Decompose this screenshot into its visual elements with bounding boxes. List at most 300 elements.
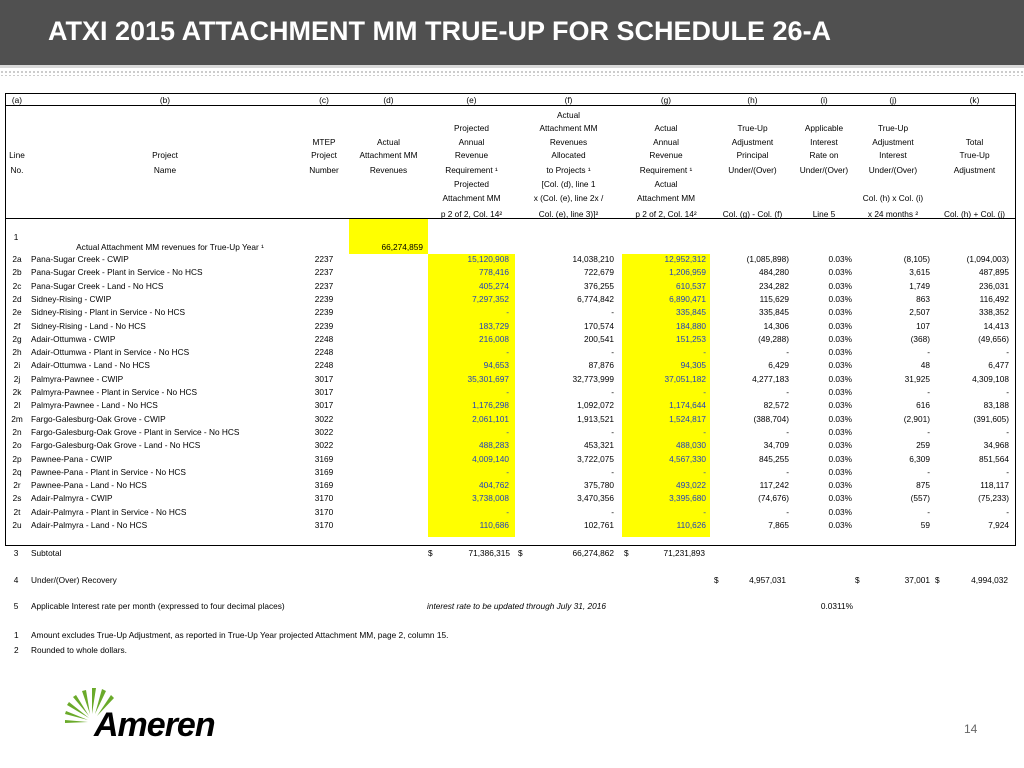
footnote-1-mark: 1 — [14, 630, 19, 640]
row-projected-revenue: 216,008 — [479, 334, 509, 344]
row-mtep: 2239 — [314, 294, 334, 304]
row-projected-revenue: 778,416 — [479, 267, 509, 277]
recovery-cur-h: $ — [714, 575, 719, 585]
row-no: 2u — [12, 520, 22, 530]
row-allocated-revenue: 170,574 — [584, 321, 614, 331]
subtotal-cur-g: $ — [624, 548, 629, 558]
row-interest-rate: 0.03% — [828, 480, 852, 490]
row-interest-rate: 0.03% — [828, 493, 852, 503]
row-project-name: Pana-Sugar Creek - Land - No HCS — [31, 281, 164, 291]
line1-no: 1 — [13, 232, 19, 242]
row-allocated-revenue: 1,913,521 — [577, 414, 614, 424]
row-project-name: Adair-Palmyra - Plant in Service - No HCS — [31, 507, 187, 517]
header-g-line4: Requirement ¹ — [639, 165, 693, 175]
row-interest-rate: 0.03% — [828, 254, 852, 264]
row-allocated-revenue: 14,038,210 — [572, 254, 614, 264]
row-total: - — [1006, 507, 1009, 517]
header-k-line4: Adjustment — [953, 165, 996, 175]
row-principal: 335,845 — [759, 307, 789, 317]
row-interest: 1,749 — [909, 281, 930, 291]
row-total: 236,031 — [979, 281, 1009, 291]
row-project-name: Sidney-Rising - Plant in Service - No HCS — [31, 307, 186, 317]
row-project-name: Pana-Sugar Creek - Plant in Service - No HCS — [31, 267, 203, 277]
row-allocated-revenue: 376,255 — [584, 281, 614, 291]
row-allocated-revenue: 453,321 — [584, 440, 614, 450]
row-projected-revenue: - — [506, 347, 509, 357]
interest-note: interest rate to be updated through July 31, 2016 — [427, 601, 606, 611]
row-no: 2s — [12, 493, 22, 503]
true-up-table — [5, 93, 1016, 546]
header-k-line7: Col. (h) + Col. (j) — [943, 209, 1006, 219]
row-interest-rate: 0.03% — [828, 440, 852, 450]
row-interest-rate: 0.03% — [828, 400, 852, 410]
row-actual-revenue: 610,537 — [676, 281, 706, 291]
row-interest-rate: 0.03% — [828, 267, 852, 277]
row-projected-revenue: 15,120,908 — [467, 254, 509, 264]
row-allocated-revenue: 102,761 — [584, 520, 614, 530]
row-allocated-revenue: - — [611, 467, 614, 477]
interest-label: Applicable Interest rate per month (expressed to four decimal places) — [31, 601, 285, 611]
row-interest: (2,901) — [903, 414, 930, 424]
header-e-line5: Projected — [453, 179, 490, 189]
row-interest-rate: 0.03% — [828, 321, 852, 331]
dotted-divider — [0, 70, 1024, 76]
header-h-line3: Principal — [736, 150, 769, 160]
title-bar — [0, 0, 1024, 68]
row-project-name: Adair-Ottumwa - Land - No HCS — [31, 360, 150, 370]
interest-no: 5 — [13, 601, 19, 611]
line1-value: 66,274,859 — [381, 242, 423, 252]
row-project-name: Palmyra-Pawnee - Land - No HCS — [31, 400, 158, 410]
header-a-line3: Line — [9, 150, 25, 160]
row-principal: 484,280 — [759, 267, 789, 277]
row-allocated-revenue: 3,470,356 — [577, 493, 614, 503]
row-interest-rate: 0.03% — [828, 334, 852, 344]
row-actual-revenue: 1,524,817 — [669, 414, 706, 424]
row-interest-rate: 0.03% — [828, 347, 852, 357]
header-h-line7: Col. (g) - Col. (f) — [722, 209, 783, 219]
row-actual-revenue: 151,253 — [676, 334, 706, 344]
row-interest: - — [927, 387, 930, 397]
row-projected-revenue: 3,738,008 — [472, 493, 509, 503]
row-total: - — [1006, 427, 1009, 437]
row-no: 2c — [12, 281, 22, 291]
ameren-logo-text: Ameren — [94, 706, 215, 744]
col-letter-j: (j) — [889, 95, 897, 105]
row-project-name: Pawnee-Pana - Plant in Service - No HCS — [31, 467, 186, 477]
row-project-name: Fargo-Galesburg-Oak Grove - CWIP — [31, 414, 166, 424]
row-principal: 115,629 — [759, 294, 789, 304]
row-interest-rate: 0.03% — [828, 467, 852, 477]
row-no: 2n — [12, 427, 22, 437]
row-actual-revenue: - — [703, 427, 706, 437]
row-interest: - — [927, 347, 930, 357]
header-e-line6: Attachment MM — [442, 193, 501, 203]
row-interest-rate: 0.03% — [828, 507, 852, 517]
subtotal-cur-e: $ — [428, 548, 433, 558]
row-interest: 875 — [916, 480, 930, 490]
row-projected-revenue: - — [506, 387, 509, 397]
header-f-line4: to Projects ¹ — [546, 165, 591, 175]
row-projected-revenue: 488,283 — [479, 440, 509, 450]
recovery-cur-k: $ — [935, 575, 940, 585]
header-j-line7: x 24 months ² — [867, 209, 919, 219]
header-k-line3: True-Up — [959, 150, 990, 160]
header-c-line2: MTEP — [312, 137, 336, 147]
row-mtep: 2237 — [314, 267, 334, 277]
row-projected-revenue: - — [506, 467, 509, 477]
row-project-name: Sidney-Rising - Land - No HCS — [31, 321, 146, 331]
row-mtep: 2239 — [314, 307, 334, 317]
row-principal: 4,277,183 — [752, 374, 789, 384]
header-a-line4: No. — [10, 165, 24, 175]
header-f-line7: Col. (e), line 3)]² — [538, 209, 599, 219]
row-allocated-revenue: 375,780 — [584, 480, 614, 490]
col-letter-f: (f) — [564, 95, 573, 105]
row-actual-revenue: - — [703, 507, 706, 517]
header-e-line2: Annual — [458, 137, 485, 147]
row-interest-rate: 0.03% — [828, 414, 852, 424]
interest-value: 0.0311% — [820, 601, 853, 611]
col-letter-e: (e) — [466, 95, 477, 105]
row-principal: (1,085,898) — [746, 254, 789, 264]
row-interest: 2,507 — [909, 307, 930, 317]
subtotal-g: 71,231,893 — [663, 548, 705, 558]
row-total: 116,492 — [979, 294, 1009, 304]
row-no: 2o — [12, 440, 22, 450]
row-interest-rate: 0.03% — [828, 294, 852, 304]
row-interest: - — [927, 507, 930, 517]
row-project-name: Palmyra-Pawnee - Plant in Service - No HCS — [31, 387, 197, 397]
row-interest-rate: 0.03% — [828, 374, 852, 384]
row-total: - — [1006, 347, 1009, 357]
row-projected-revenue: - — [506, 307, 509, 317]
row-allocated-revenue: - — [611, 307, 614, 317]
header-c-line3: Project — [311, 150, 337, 160]
row-projected-revenue: 405,274 — [479, 281, 509, 291]
row-projected-revenue: 4,009,140 — [472, 454, 509, 464]
header-g-line3: Revenue — [649, 150, 683, 160]
row-projected-revenue: 2,061,101 — [472, 414, 509, 424]
row-project-name: Pawnee-Pana - CWIP — [31, 454, 113, 464]
row-mtep: 2237 — [314, 281, 334, 291]
row-actual-revenue: 488,030 — [676, 440, 706, 450]
recovery-no: 4 — [13, 575, 19, 585]
row-interest: 107 — [916, 321, 930, 331]
row-interest-rate: 0.03% — [828, 281, 852, 291]
row-mtep: 2248 — [314, 360, 334, 370]
row-principal: 7,865 — [768, 520, 789, 530]
header-j-line6: Col. (h) x Col. (i) — [862, 193, 924, 203]
col-letter-h: (h) — [747, 95, 758, 105]
row-projected-revenue: 7,297,352 — [472, 294, 509, 304]
header-i-line4: Under/(Over) — [799, 165, 849, 175]
row-no: 2j — [13, 374, 21, 384]
row-interest: (8,105) — [903, 254, 930, 264]
row-no: 2b — [12, 267, 22, 277]
row-total: (75,233) — [978, 493, 1009, 503]
line1-label: Actual Attachment MM revenues for True-Up Year ¹ — [76, 242, 264, 252]
header-e-line3: Revenue — [454, 150, 489, 160]
footnote-2-mark: 2 — [14, 645, 19, 655]
row-interest: 863 — [916, 294, 930, 304]
row-total: (1,094,003) — [966, 254, 1009, 264]
header-i-line2: Interest — [810, 137, 838, 147]
row-total: 118,117 — [980, 480, 1009, 490]
row-principal: - — [786, 387, 789, 397]
recovery-j: 37,001 — [904, 575, 930, 585]
row-total: 34,968 — [983, 440, 1009, 450]
row-allocated-revenue: 722,679 — [584, 267, 614, 277]
row-principal: 82,572 — [763, 400, 789, 410]
row-no: 2a — [12, 254, 22, 264]
row-actual-revenue: - — [703, 347, 706, 357]
row-project-name: Palmyra-Pawnee - CWIP — [31, 374, 124, 384]
row-allocated-revenue: 1,092,072 — [577, 400, 614, 410]
row-interest: 3,615 — [909, 267, 930, 277]
row-principal: 14,306 — [763, 321, 789, 331]
header-g-line2: Annual — [653, 137, 679, 147]
row-actual-revenue: 1,206,959 — [669, 267, 706, 277]
row-total: 487,895 — [979, 267, 1009, 277]
header-d-line2: Actual — [376, 137, 401, 147]
row-mtep: 3017 — [314, 400, 334, 410]
row-projected-revenue: 110,686 — [479, 520, 509, 530]
row-actual-revenue: 1,174,644 — [669, 400, 706, 410]
row-actual-revenue: - — [703, 387, 706, 397]
col-letter-g: (g) — [660, 95, 672, 105]
row-no: 2h — [12, 347, 22, 357]
row-mtep: 3022 — [314, 414, 334, 424]
row-total: 14,413 — [983, 321, 1009, 331]
row-actual-revenue: 184,880 — [676, 321, 706, 331]
header-d-line3: Attachment MM — [359, 150, 418, 160]
row-project-name: Pana-Sugar Creek - CWIP — [31, 254, 129, 264]
row-actual-revenue: 493,022 — [676, 480, 706, 490]
row-allocated-revenue: 32,773,999 — [572, 374, 614, 384]
row-actual-revenue: 335,845 — [676, 307, 706, 317]
row-no: 2i — [13, 360, 21, 370]
row-mtep: 3169 — [314, 480, 334, 490]
row-no: 2k — [12, 387, 22, 397]
row-total: 338,352 — [979, 307, 1009, 317]
row-principal: - — [786, 507, 789, 517]
subtotal-e: 71,386,315 — [468, 548, 510, 558]
row-project-name: Fargo-Galesburg-Oak Grove - Land - No HCS — [31, 440, 201, 450]
row-allocated-revenue: 3,722,075 — [577, 454, 614, 464]
row-principal: 845,255 — [759, 454, 789, 464]
row-no: 2q — [12, 467, 22, 477]
subtotal-f: 66,274,862 — [572, 548, 614, 558]
row-interest: 259 — [916, 440, 930, 450]
header-e-line1: Projected — [453, 123, 490, 133]
row-no: 2l — [13, 400, 21, 410]
row-no: 2p — [12, 454, 22, 464]
row-actual-revenue: - — [703, 467, 706, 477]
col-letter-k: (k) — [969, 95, 980, 105]
row-interest: 59 — [920, 520, 930, 530]
row-mtep: 3017 — [314, 374, 334, 384]
row-interest: 31,925 — [904, 374, 930, 384]
row-projected-revenue: 404,762 — [479, 480, 509, 490]
row-interest-rate: 0.03% — [828, 307, 852, 317]
footnote-2-text: Rounded to whole dollars. — [31, 645, 127, 655]
subtotal-no: 3 — [13, 548, 19, 558]
row-actual-revenue: 6,890,471 — [669, 294, 706, 304]
row-projected-revenue: - — [506, 507, 509, 517]
header-g-line6: Attachment MM — [636, 193, 696, 203]
row-principal: - — [786, 347, 789, 357]
row-project-name: Pawnee-Pana - Land - No HCS — [31, 480, 147, 490]
subtotal-cur-f: $ — [518, 548, 523, 558]
row-no: 2d — [12, 294, 22, 304]
row-interest-rate: 0.03% — [828, 520, 852, 530]
row-interest-rate: 0.03% — [828, 360, 852, 370]
header-g-line5: Actual — [654, 179, 678, 189]
row-interest: - — [927, 427, 930, 437]
row-actual-revenue: 3,395,680 — [669, 493, 706, 503]
header-h-line1: True-Up — [737, 123, 768, 133]
header-f-line5: [Col. (d), line 1 — [541, 179, 596, 189]
row-projected-revenue: 94,653 — [483, 360, 509, 370]
row-allocated-revenue: - — [611, 347, 614, 357]
recovery-k: 4,994,032 — [971, 575, 1008, 585]
row-no: 2e — [12, 307, 22, 317]
row-mtep: 3017 — [314, 387, 334, 397]
row-mtep: 3170 — [314, 520, 334, 530]
header-g-line7: p 2 of 2, Col. 14² — [635, 209, 697, 219]
row-interest-rate: 0.03% — [828, 427, 852, 437]
row-no: 2r — [13, 480, 21, 490]
row-allocated-revenue: - — [611, 427, 614, 437]
row-allocated-revenue: 87,876 — [588, 360, 614, 370]
row-total: (49,656) — [978, 334, 1009, 344]
row-total: 7,924 — [988, 520, 1009, 530]
header-e-line7: p 2 of 2, Col. 14² — [440, 209, 503, 219]
header-j-line4: Under/(Over) — [868, 165, 918, 175]
row-actual-revenue: 4,567,330 — [669, 454, 706, 464]
row-project-name: Adair-Ottumwa - Plant in Service - No HCS — [31, 347, 190, 357]
row-interest: - — [927, 467, 930, 477]
row-mtep: 3169 — [314, 454, 334, 464]
row-interest: 616 — [916, 400, 930, 410]
header-f-line1: Attachment MM — [539, 123, 598, 133]
row-actual-revenue: 37,051,182 — [664, 374, 706, 384]
col-letter-d: (d) — [383, 95, 394, 105]
row-actual-revenue: 12,952,312 — [664, 254, 706, 264]
row-mtep: 2248 — [314, 334, 334, 344]
recovery-h: 4,957,031 — [749, 575, 786, 585]
row-principal: 234,282 — [759, 281, 789, 291]
header-f-line3: Allocated — [551, 150, 586, 160]
row-total: 4,309,108 — [972, 374, 1009, 384]
row-mtep: 3169 — [314, 467, 334, 477]
row-principal: - — [786, 467, 789, 477]
row-total: - — [1006, 467, 1009, 477]
header-i-line3: Rate on — [809, 150, 839, 160]
row-total: 83,188 — [983, 400, 1009, 410]
row-allocated-revenue: 6,774,842 — [577, 294, 614, 304]
header-b-line4: Name — [153, 165, 177, 175]
col-letter-c: (c) — [319, 95, 329, 105]
row-no: 2f — [13, 321, 21, 331]
header-i-line7: Line 5 — [812, 209, 836, 219]
row-allocated-revenue: - — [611, 387, 614, 397]
header-k-line2: Total — [965, 137, 984, 147]
row-total: (391,605) — [973, 414, 1009, 424]
row-projected-revenue: 183,729 — [479, 321, 509, 331]
row-principal: 6,429 — [768, 360, 789, 370]
row-projected-revenue: - — [506, 427, 509, 437]
row-allocated-revenue: 200,541 — [584, 334, 614, 344]
row-principal: - — [786, 427, 789, 437]
row-projected-revenue: 35,301,697 — [467, 374, 509, 384]
row-projected-revenue: 1,176,298 — [472, 400, 509, 410]
row-principal: (74,676) — [758, 493, 789, 503]
row-mtep: 2237 — [314, 254, 334, 264]
row-interest-rate: 0.03% — [828, 454, 852, 464]
row-mtep: 2239 — [314, 321, 334, 331]
row-total: - — [1006, 387, 1009, 397]
col-letter-a: (a) — [11, 95, 23, 105]
col-letter-b: (b) — [159, 95, 171, 105]
header-h-line4: Under/(Over) — [728, 165, 777, 175]
header-d-line4: Revenues — [369, 165, 408, 175]
header-h-line2: Adjustment — [731, 137, 774, 147]
row-interest: (557) — [910, 493, 930, 503]
row-interest: (368) — [910, 334, 930, 344]
row-project-name: Adair-Ottumwa - CWIP — [31, 334, 116, 344]
row-principal: 117,242 — [759, 480, 789, 490]
col-letter-i: (i) — [820, 95, 828, 105]
subtotal-label: Subtotal — [31, 548, 62, 558]
row-project-name: Adair-Palmyra - Land - No HCS — [31, 520, 148, 530]
row-mtep: 3022 — [314, 427, 334, 437]
row-no: 2m — [11, 414, 23, 424]
row-mtep: 3170 — [314, 507, 334, 517]
row-actual-revenue: 94,305 — [680, 360, 706, 370]
header-f-line2: Revenues — [549, 137, 588, 147]
row-allocated-revenue: - — [611, 507, 614, 517]
header-c-line4: Number — [309, 165, 339, 175]
header-f-line0: Actual — [556, 110, 581, 120]
row-total: 6,477 — [988, 360, 1009, 370]
row-interest-rate: 0.03% — [828, 387, 852, 397]
header-j-line2: Adjustment — [872, 137, 914, 147]
row-principal: (388,704) — [753, 414, 789, 424]
header-g-line1: Actual — [654, 123, 678, 133]
page-title: ATXI 2015 ATTACHMENT MM TRUE-UP FOR SCHEDULE 26-A — [48, 16, 832, 46]
row-project-name: Fargo-Galesburg-Oak Grove - Plant in Service - No HCS — [31, 427, 240, 437]
row-interest: 48 — [920, 360, 930, 370]
header-f-line6: x (Col. (e), line 2x / — [533, 193, 604, 203]
header-j-line3: Interest — [879, 150, 907, 160]
row-mtep: 3170 — [314, 493, 334, 503]
row-interest: 6,309 — [909, 454, 930, 464]
row-project-name: Sidney-Rising - CWIP — [31, 294, 112, 304]
row-no: 2t — [13, 507, 21, 517]
row-mtep: 2248 — [314, 347, 334, 357]
page-number: 14 — [964, 722, 978, 736]
header-b-line3: Project — [152, 150, 178, 160]
row-no: 2g — [12, 334, 22, 344]
header-j-line1: True-Up — [877, 123, 909, 133]
row-total: 851,564 — [979, 454, 1009, 464]
recovery-cur-j: $ — [855, 575, 860, 585]
recovery-label: Under/(Over) Recovery — [31, 575, 117, 585]
row-mtep: 3022 — [314, 440, 334, 450]
row-project-name: Adair-Palmyra - CWIP — [31, 493, 113, 503]
